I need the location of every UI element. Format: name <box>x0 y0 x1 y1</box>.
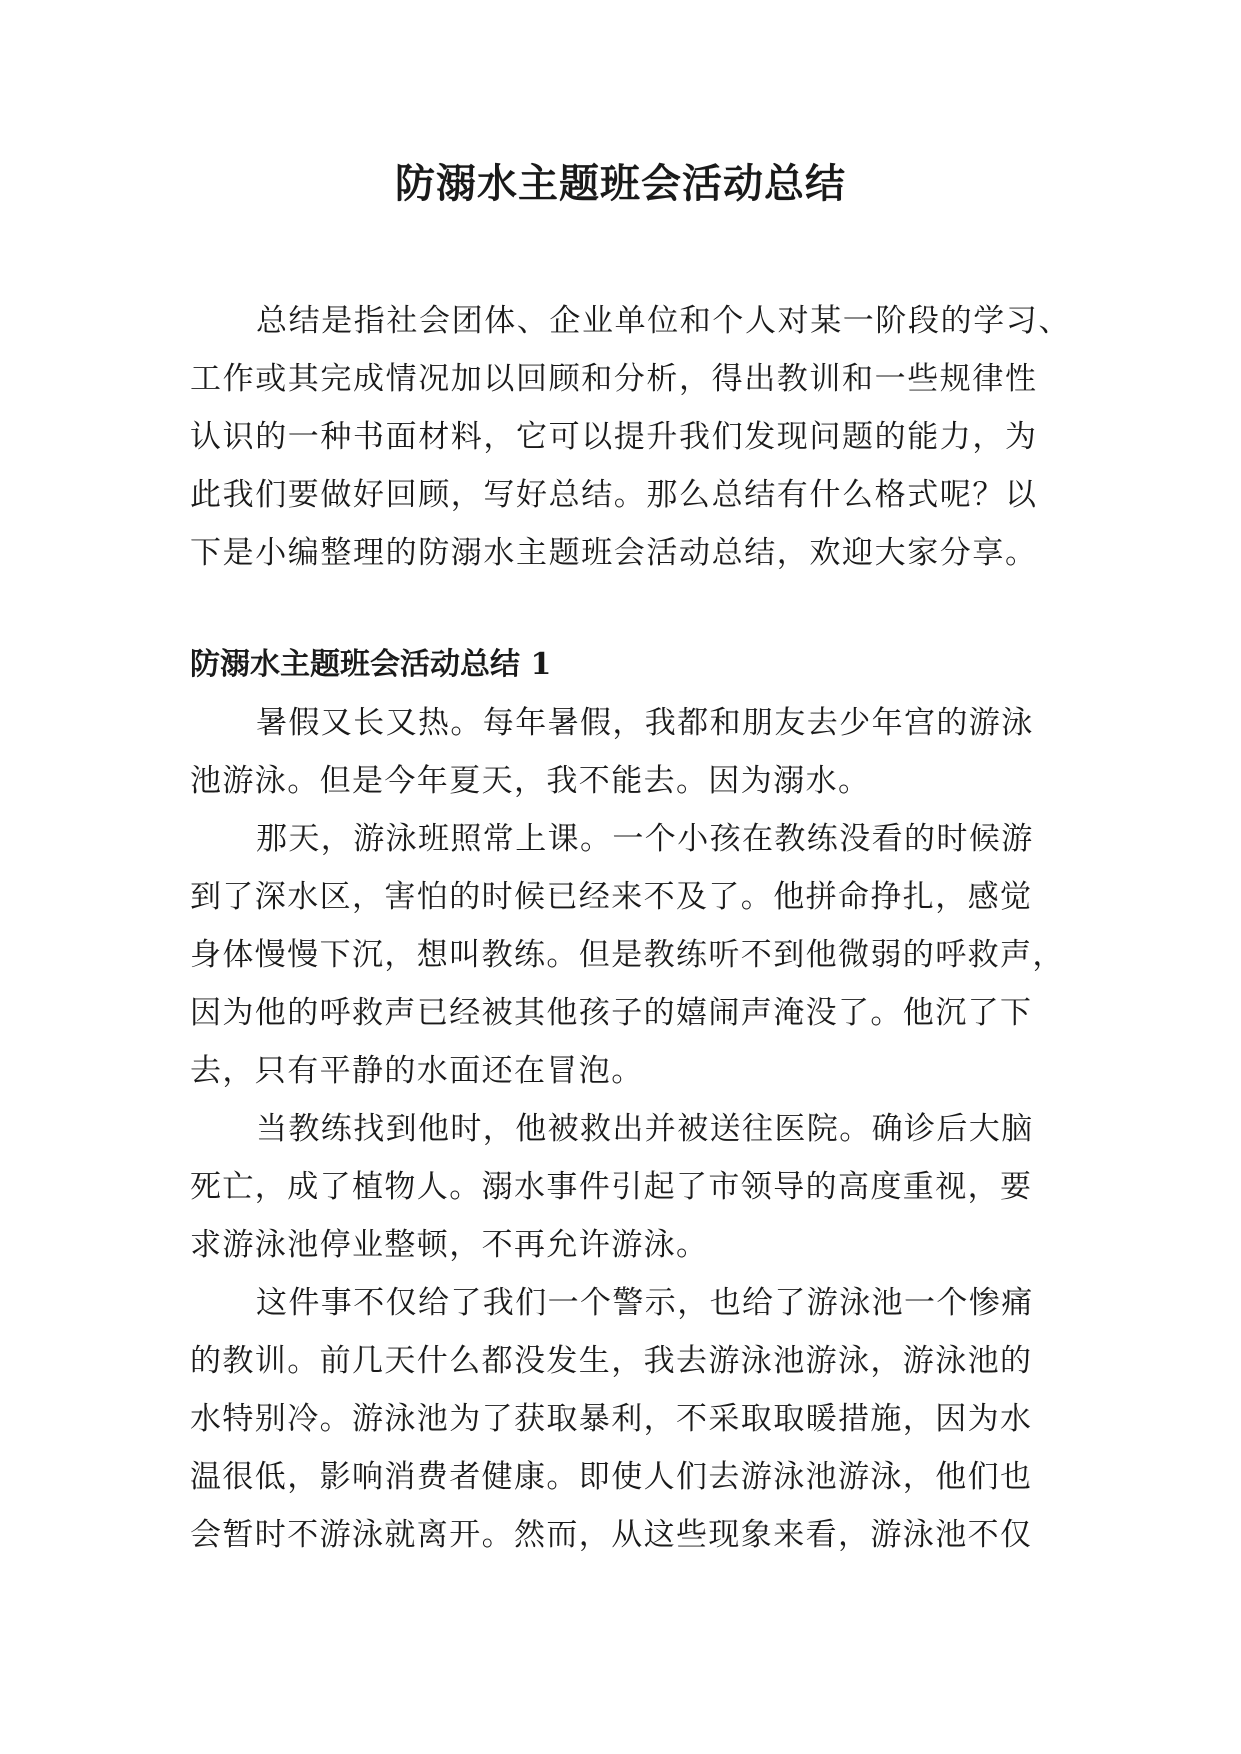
paragraph-line: 温很低，影响消费者健康。即使人们去游泳池游泳，他们也 <box>190 1459 1033 1495</box>
paragraph-line: 这件事不仅给了我们一个警示，也给了游泳池一个惨痛 <box>256 1285 1034 1321</box>
paragraph-line: 暑假又长又热。每年暑假，我都和朋友去少年宫的游泳 <box>256 705 1034 741</box>
paragraph-line: 身体慢慢下沉，想叫教练。但是教练听不到他微弱的呼救声， <box>190 937 1065 973</box>
intro-line: 下是小编整理的防溺水主题班会活动总结，欢迎大家分享。 <box>190 535 1038 571</box>
section-heading: 防溺水主题班会活动总结 1 <box>190 647 552 682</box>
intro-line: 总结是指社会团体、企业单位和个人对某一阶段的学习、 <box>256 303 1071 339</box>
intro-line: 工作或其完成情况加以回顾和分析，得出教训和一些规律性 <box>190 361 1038 397</box>
paragraph-line: 会暂时不游泳就离开。然而，从这些现象来看，游泳池不仅 <box>190 1517 1033 1553</box>
paragraph-line: 水特别冷。游泳池为了获取暴利，不采取取暖措施，因为水 <box>190 1401 1033 1437</box>
paragraph-line: 到了深水区，害怕的时候已经来不及了。他拼命挣扎，感觉 <box>190 879 1033 915</box>
paragraph-line: 的教训。前几天什么都没发生，我去游泳池游泳，游泳池的 <box>190 1343 1033 1379</box>
paragraph-line: 求游泳池停业整顿，不再允许游泳。 <box>190 1227 709 1263</box>
paragraph-line: 去，只有平静的水面还在冒泡。 <box>190 1053 644 1089</box>
intro-paragraph <box>190 292 1070 582</box>
paragraph-line: 那天，游泳班照常上课。一个小孩在教练没看的时候游 <box>256 821 1034 857</box>
paragraph-line: 因为他的呼救声已经被其他孩子的嬉闹声淹没了。他沉了下 <box>190 995 1033 1031</box>
document-title: 防溺水主题班会活动总结 <box>395 160 846 207</box>
paragraph-line: 死亡，成了植物人。溺水事件引起了市领导的高度重视，要 <box>190 1169 1033 1205</box>
intro-line: 认识的一种书面材料，它可以提升我们发现问题的能力，为 <box>190 419 1038 455</box>
paragraph-line: 池游泳。但是今年夏天，我不能去。因为溺水。 <box>190 763 871 799</box>
section-content <box>190 694 1070 1564</box>
intro-line: 此我们要做好回顾，写好总结。那么总结有什么格式呢？以 <box>190 477 1038 513</box>
paragraph-line: 当教练找到他时，他被救出并被送往医院。确诊后大脑 <box>256 1111 1034 1147</box>
